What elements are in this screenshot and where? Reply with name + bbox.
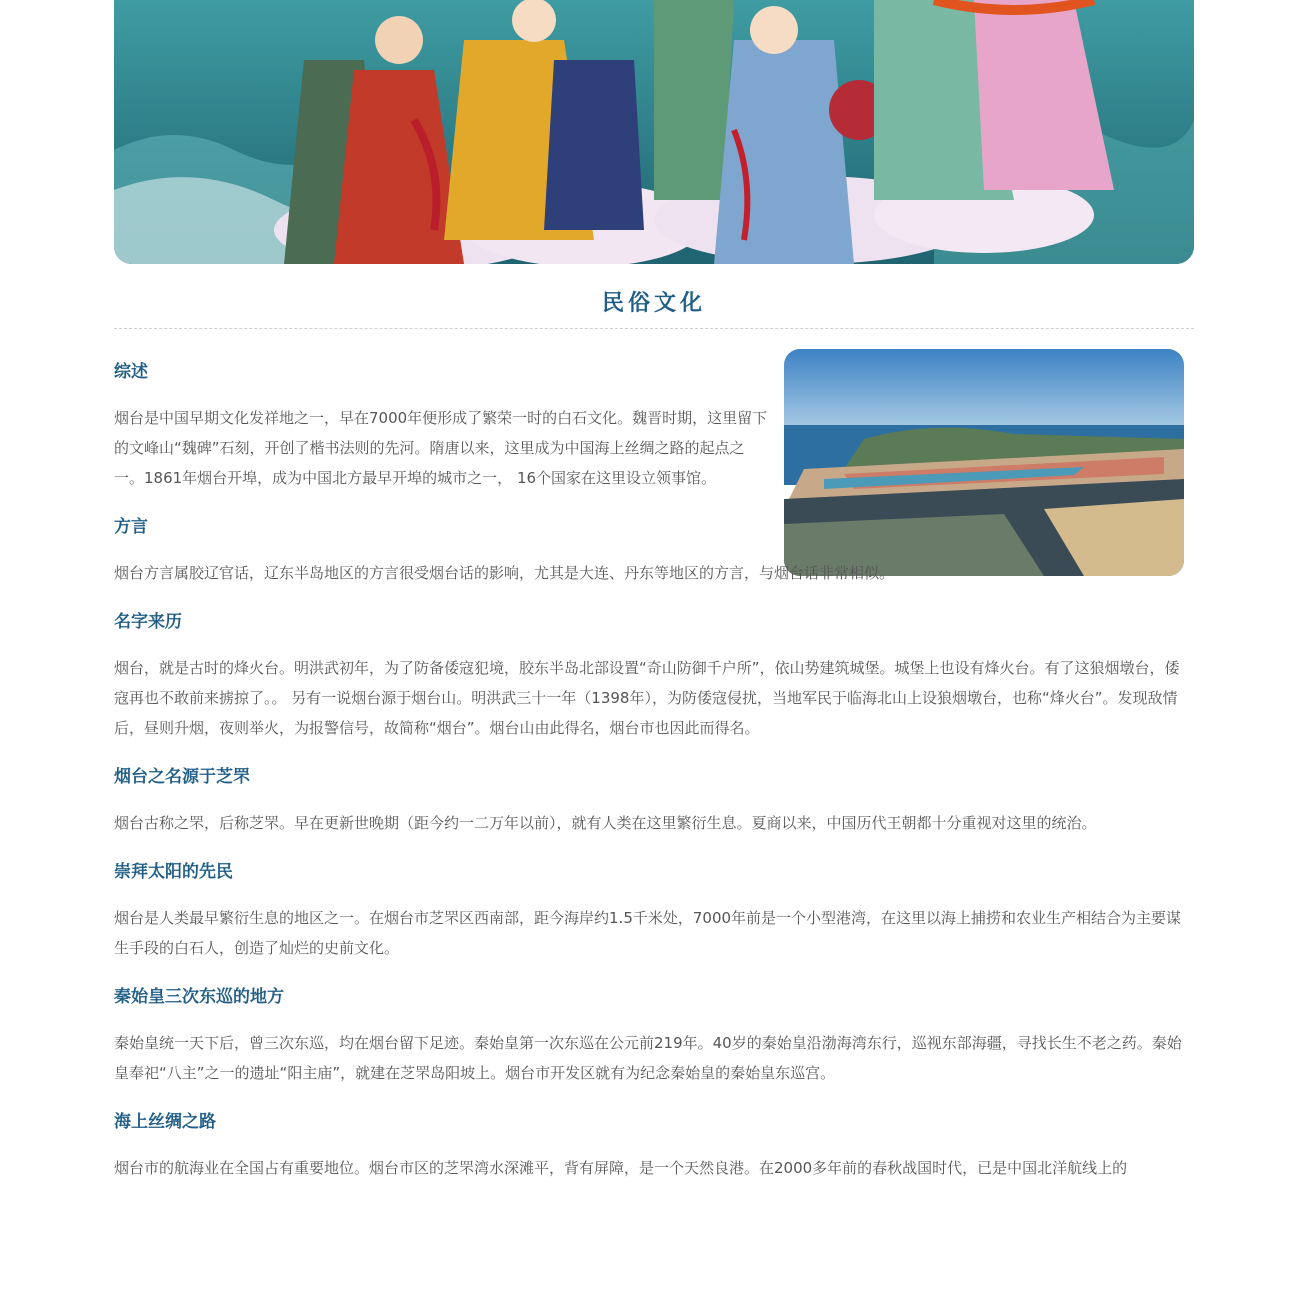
article-content: [114, 349, 1194, 1183]
hero-banner-image: [114, 0, 1194, 264]
article-body: 烟台方言属胶辽官话，辽东半岛地区的方言很受烟台话的影响，尤其是大连、丹东等地区的方言，与烟台话非常相似。: [114, 564, 895, 582]
article-zhifu-origin: [114, 765, 1194, 838]
title-divider: [114, 328, 1194, 329]
article-body: 秦始皇统一天下后，曾三次东巡，均在烟台留下足迹。秦始皇第一次东巡在公元前219年。40岁的秦始皇沿渤海湾东行，巡视东部海疆，寻找长生不老之药。秦始皇奉祀“八主”之一的遗址“阳主庙”，就建在芝罘岛阳坡上。烟台市开发区就有为纪念秦始皇的秦始皇东巡宫。: [114, 1034, 1182, 1082]
article-name-origin: [114, 610, 1194, 743]
hero-illustration: [114, 0, 1194, 264]
article-body: 烟台古称之罘，后称芝罘。早在更新世晚期（距今约一二万年以前），就有人类在这里繁衍生息。夏商以来，中国历代王朝都十分重视对这里的统治。: [114, 814, 1097, 832]
article-sun-worship: [114, 860, 1194, 963]
article-heading: 海上丝绸之路: [114, 1112, 216, 1132]
article-heading: 名字来历: [114, 612, 182, 632]
article-heading: 崇拜太阳的先民: [114, 862, 233, 882]
article-heading: 秦始皇三次东巡的地方: [114, 987, 284, 1007]
article-heading: 烟台之名源于芝罘: [114, 767, 250, 787]
section-title: 民俗文化: [601, 290, 706, 316]
page-container: [114, 0, 1194, 1183]
article-heading: 综述: [114, 362, 148, 382]
article-qin-tours: [114, 985, 1194, 1088]
article-overview: [114, 349, 1194, 493]
article-heading: 方言: [114, 517, 148, 537]
article-body: 烟台，就是古时的烽火台。明洪武初年，为了防备倭寇犯境，胶东半岛北部设置“奇山防御千户所”，依山势建筑城堡。城堡上也设有烽火台。有了这狼烟墩台，倭寇再也不敢前来掳掠了。。 另有一说烟台源于烟台山。明洪武三十一年（1398年），为防倭寇侵扰，当地军民于临海北山上设狼烟墩台，也称“烽火台”。发现敌情后，昼则升烟，夜则举火，为报警信号，故简称“烟台”。烟台山由此得名，烟台市也因此而得名。: [114, 659, 1180, 737]
article-body: 烟台市的航海业在全国占有重要地位。烟台市区的芝罘湾水深滩平，背有屏障，是一个天然良港。在2000多年前的春秋战国时代，已是中国北洋航线上的: [114, 1159, 1128, 1177]
article-maritime-silk-road: [114, 1110, 1194, 1183]
article-body: 烟台是中国早期文化发祥地之一，早在7000年便形成了繁荣一时的白石文化。魏晋时期，这里留下的文峰山“魏碑”石刻，开创了楷书法则的先河。隋唐以来，这里成为中国海上丝绸之路的起点之一。1861年烟台开埠，成为中国北方最早开埠的城市之一， 16个国家在这里设立领事馆。: [114, 409, 768, 487]
article-body: 烟台是人类最早繁衍生息的地区之一。在烟台市芝罘区西南部，距今海岸约1.5千米处，7000年前是一个小型港湾，在这里以海上捕捞和农业生产相结合为主要谋生手段的白石人，创造了灿烂的史前文化。: [114, 909, 1182, 957]
article-dialect: [114, 515, 1194, 588]
